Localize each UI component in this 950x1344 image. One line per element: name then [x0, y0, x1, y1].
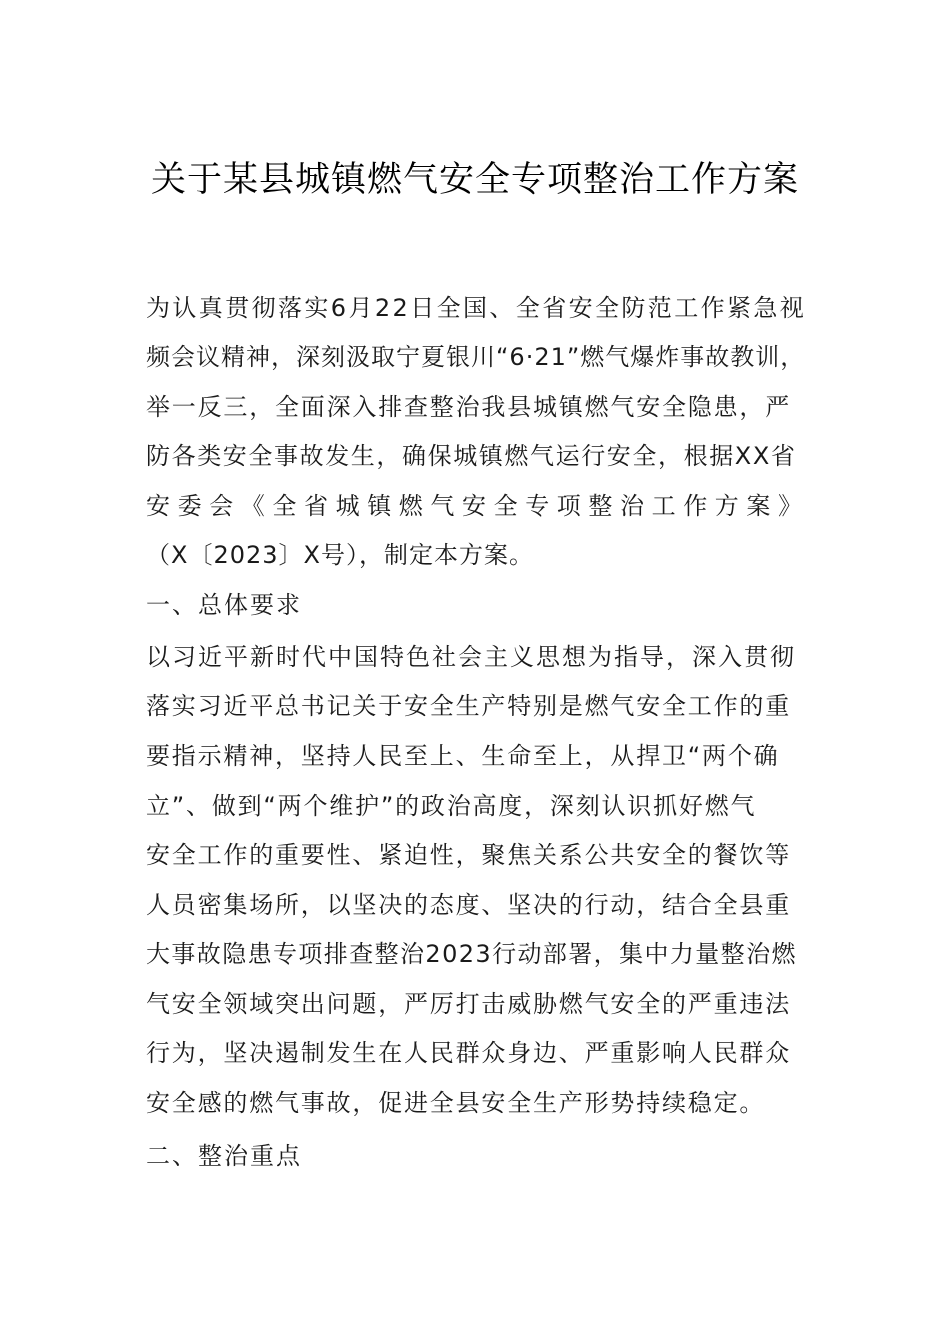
body-line: 安全工作的重要性、紧迫性，聚焦关系公共安全的餐饮等 [146, 841, 791, 869]
body-line: 以习近平新时代中国特色社会主义思想为指导，深入贯彻 [146, 643, 796, 671]
body-line: 气安全领域突出问题，严厉打击威胁燃气安全的严重违法 [146, 990, 791, 1018]
intro-line: 为认真贯彻落实6月22日全国、全省安全防范工作紧急视 [146, 294, 807, 322]
body-line: 大事故隐患专项排查整治2023行动部署，集中力量整治燃 [146, 940, 797, 968]
body-line: 人员密集场所，以坚决的态度、坚决的行动，结合全县重 [146, 891, 791, 919]
intro-line: 安委会《全省城镇燃气安全专项整治工作方案》 [146, 492, 810, 520]
body-line: 落实习近平总书记关于安全生产特别是燃气安全工作的重 [146, 692, 791, 720]
body-line: 安全感的燃气事故，促进全县安全生产形势持续稳定。 [146, 1089, 766, 1117]
body-line: 立”、做到“两个维护”的政治高度，深刻认识抓好燃气 [146, 792, 757, 820]
document-title: 关于某县城镇燃气安全专项整治工作方案 [150, 160, 799, 200]
intro-line: 频会议精神，深刻汲取宁夏银川“6·21”燃气爆炸事故教训， [146, 343, 806, 371]
body-line: 要指示精神，坚持人民至上、生命至上，从捍卫“两个确 [146, 742, 780, 770]
intro-line: 举一反三，全面深入排查整治我县城镇燃气安全隐患，严 [146, 393, 791, 421]
section-heading-general-requirements: 一、总体要求 [146, 591, 302, 619]
intro-line: 防各类安全事故发生，确保城镇燃气运行安全，根据XX省 [146, 442, 797, 470]
section-heading-key-rectification: 二、整治重点 [146, 1142, 302, 1170]
intro-line: （X〔2023〕X号），制定本方案。 [146, 541, 534, 569]
body-line: 行为，坚决遏制发生在人民群众身边、严重影响人民群众 [146, 1039, 791, 1067]
